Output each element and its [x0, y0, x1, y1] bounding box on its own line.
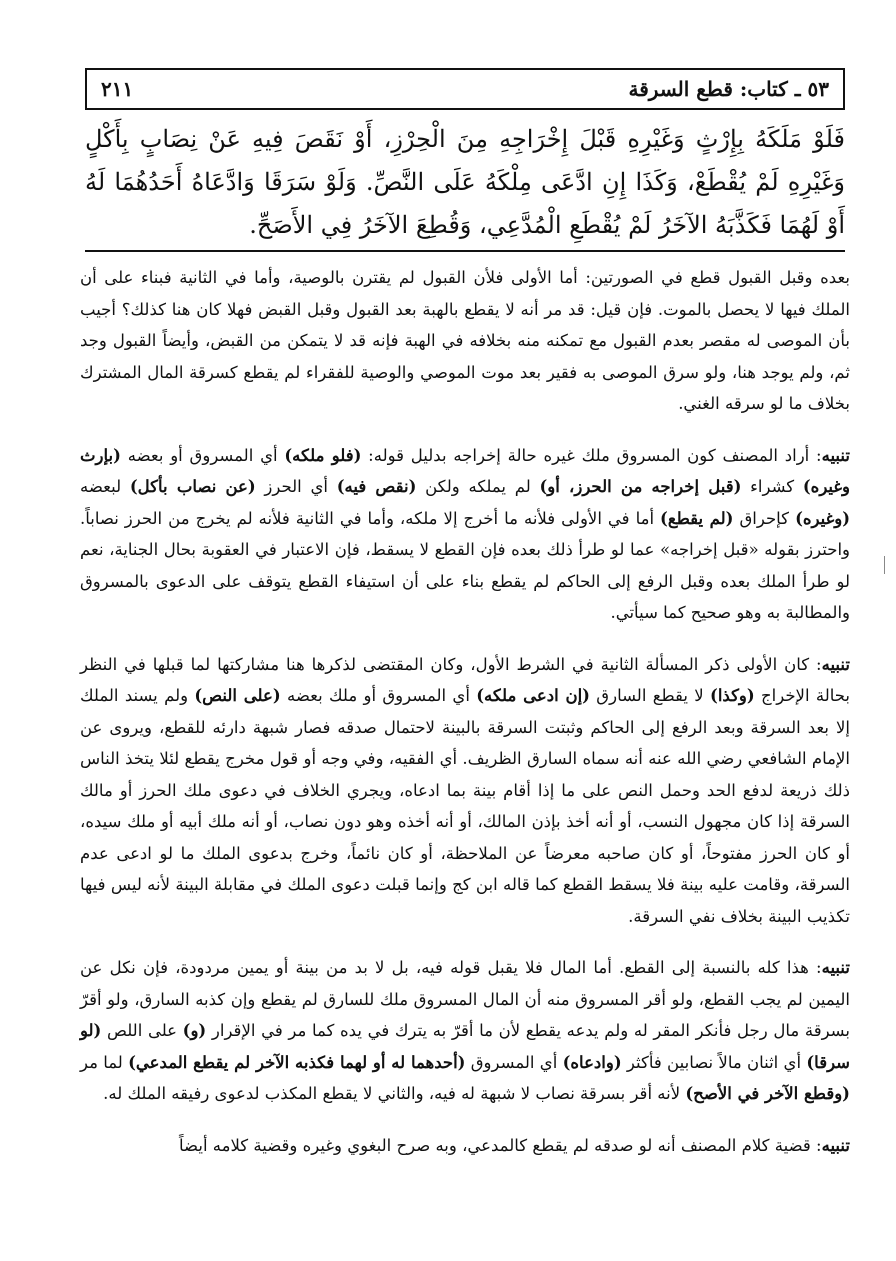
text-run: : قضية كلام المصنف أنه لو صدقه لم يقطع كالمدعي، وبه صرح البغوي وغيره وقضية كلامه أيضاً [179, 1135, 822, 1155]
text-run: لا يقطع السارق [589, 686, 711, 705]
quoted-matn: (نقص فيه) [336, 477, 417, 496]
page-number: ٢١١ [101, 77, 134, 101]
quoted-matn: (عن نصاب بأكل) [129, 477, 256, 496]
text-run: كشراء [741, 477, 803, 496]
quoted-matn: (قبل إخراجه من الحرز، أو) [539, 477, 742, 496]
separator-line [85, 250, 845, 252]
quoted-matn: (على النص) [194, 686, 281, 705]
text-run: لم يملكه ولكن [416, 477, 540, 496]
text-run: أي المسروق أو ملك بعضه [280, 686, 477, 705]
quoted-matn: (أحدهما له أو لهما فكذبه الآخر لم يقطع المدعي) [128, 1052, 466, 1072]
text-run: : هذا كله بالنسبة إلى القطع. أما المال فلا يقبل قوله فيه، بل لا بد من بينة أو يمين مردودة، فإن نكل عن اليمين لم يجب القطع، ولو أقر المسروق منه أن المال المسروق ملك للسارق لم يقطع وإن كذبه السارق، ولو أقرّ بسرقة مال رجل فأنكر المقر له ولم يدعه يقطع لأن ما أقرّ به يترك في يده كما مر في الإقرار [80, 958, 850, 1040]
text-run: ولم يسند الملك إلا بعد السرقة وبعد الرفع إلى الحاكم وثبتت السرقة بالبينة لاحتمال صدقه فصار شبهة دارئه للقطع، ويروى عن الإمام الشافعي رضي الله عنه أنه سماه السارق الظريف. أي الفقيه، وفي وجه أو قول مخرج يقطع لئلا يتخذ الناس ذلك ذريعة لدفع الحد وحمل النص على ما إذا أقام بينة بما ادعاه، ويجري الخلاف في دعوى ملك الحرز أو مالك السرقة إذا كان مجهول النسب، أو أنه أخذ بإذن المالك، أو أنه أخذه وهو دون نصاب، أو أنه ملك أبيه أو ملك سيده، أو كان الحرز مفتوحاً، أو كان صاحبه معرضاً عن الملاحظة، أو كان نائماً، وخرج بدعوى الملك ما لو ادعى عدم السرقة، وقامت عليه بينة فلا يسقط القطع كما قاله ابن كج وإنما قبلت دعوى الملك في مقابلة البينة لأنه ليس فيها تكذيب البينة بخلاف نفي السرقة. [80, 686, 850, 926]
quoted-matn: (وادعاه) [562, 1052, 622, 1072]
quoted-matn: (وكذا) [710, 686, 755, 705]
commentary-paragraph [80, 262, 850, 420]
commentary [80, 262, 850, 1161]
page-header [85, 68, 845, 110]
text-run: أي المسروق أو بعضه [120, 445, 285, 465]
tanbih-label: تنبيه [821, 445, 850, 465]
tanbih-label: تنبيه [821, 958, 850, 977]
tanbih-paragraph [80, 952, 850, 1110]
quoted-matn: (إن ادعى ملكه) [476, 686, 590, 705]
text-run: أي الحرز [255, 477, 337, 496]
text-run: أي اثنان مالاً نصابين فأكثر [621, 1052, 807, 1072]
quoted-matn: (وغيره) [795, 508, 851, 528]
scan-edge-mark [884, 556, 885, 574]
text-run: : كان الأولى ذكر المسألة الثانية في الشرط الأول، وكان المقتضى لذكرها هنا مشاركتها لما قبلها في النظر بحالة الإخراج [80, 654, 850, 705]
main-text: فَلَوْ مَلَكَهُ بِإِرْثٍ وَغَيْرِهِ قَبْلَ إِخْرَاجِهِ مِنَ الْحِرْزِ، أَوْ نَقَصَ فِيهِ عَنْ نِصَابٍ بِأَكْلٍ وَغَيْرِهِ لَمْ يُقْطَعْ، وَكَذَا إِنِ ادَّعَى مِلْكَهُ عَلَى النَّصِّ. وَلَوْ سَرَقَا وَادَّعَاهُ أَحَدُهُمَا لَهُ أَوْ لَهُمَا فَكَذَّبَهُ الآخَرُ لَمْ يُقْطَعِ الْمُدَّعِي، وَقُطِعَ الآخَرُ فِي الأَصَحِّ. [85, 125, 845, 239]
quoted-matn: (لم يقطع) [660, 508, 734, 528]
text-run: لأنه أقر بسرقة نصاب لا شبهة له فيه، والثاني لا يقطع المكذب لدعوى رفيقه الملك له. [103, 1084, 686, 1103]
tanbih-label: تنبيه [821, 654, 850, 674]
quoted-matn: (بإرث وغيره) [80, 445, 851, 496]
text-run: على اللص [101, 1021, 183, 1040]
tanbih-paragraph [80, 440, 850, 629]
text-run: أي المسروق [465, 1052, 563, 1072]
text-run: كإحراق [733, 508, 796, 528]
tanbih-paragraph [80, 1130, 850, 1162]
paragraph-text: بعده وقبل القبول قطع في الصورتين: أما الأولى فلأن القبول لم يقترن بالوصية، وأما في الثانية فبناء على أن الملك فيها لا يحصل بالموت. فإن قيل: قد مر أنه لا يقطع بالهبة بعد القبول وقبل القبض فهلا كان هنا كذلك؟ أجيب بأن الموصى له مقصر بعدم القبول مع تمكنه منه بخلافه في الهبة فإنه قد لا يتمكن من القبض، وأيضاً القبول وجد ثم، ولم يوجد هنا، ولو سرق الموصى به فقير بعد موت الموصي والوصية للفقراء لم يقطع كسرقة المال المشترك بخلاف ما لو سرقه الغني. [80, 268, 850, 413]
tanbih-label: تنبيه [821, 1135, 850, 1155]
text-run: لبعضه [80, 477, 130, 496]
quoted-matn: (وقطع الآخر في الأصح) [685, 1084, 850, 1103]
text-run: أما في الأولى فلأنه ما أخرج إلا ملكه، وأما في الثانية فلأنه لم يخرج من الحرز نصاباً. واحترز بقوله «قبل إخراجه» عما لو طرأ ذلك بعده فإن القطع لا يسقط، فإن الاعتبار في العقوبة بحال الجناية، نعم لو طرأ الملك بعده وقبل الرفع إلى الحاكم لم يقطع بناء على أن استيفاء القطع يتوقف على الدعوى بالمسروق والمطالبة به وهو صحيح كما سيأتي. [80, 508, 850, 622]
quoted-matn: (و) [182, 1021, 207, 1040]
quoted-matn: (لو سرقا) [80, 1021, 851, 1072]
text-run: : أراد المصنف كون المسروق ملك غيره حالة إخراجه بدليل قوله: [361, 445, 822, 465]
chapter-title: ٥٣ ـ كتاب: قطع السرقة [628, 77, 829, 101]
quoted-matn: (فلو ملكه) [284, 445, 362, 465]
text-run: لما مر [80, 1052, 129, 1072]
tanbih-paragraph [80, 649, 850, 933]
